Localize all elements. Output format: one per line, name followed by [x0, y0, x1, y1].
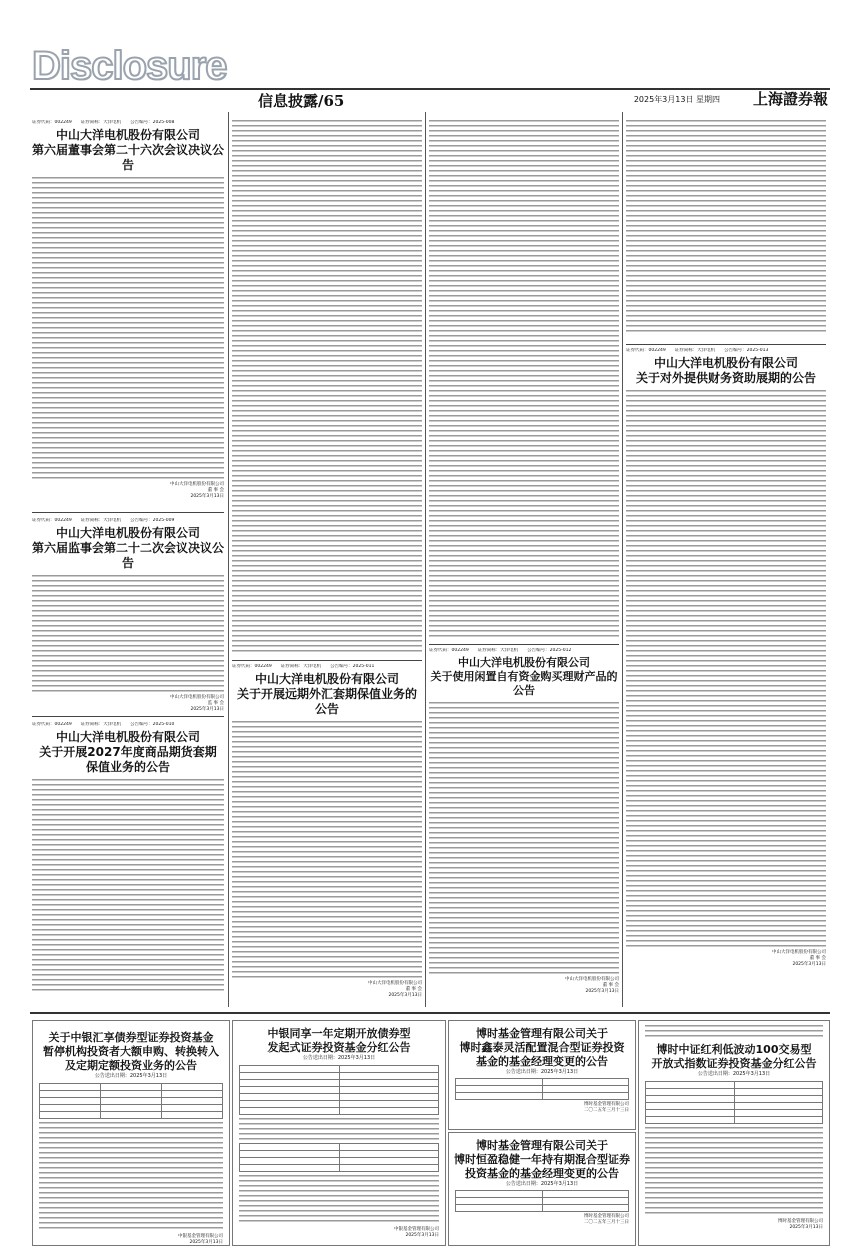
title-line: 基金的基金经理变更的公告 — [476, 1055, 608, 1068]
article-body — [32, 575, 224, 695]
article-body — [239, 1118, 439, 1140]
title-line: 中山大洋电机股份有限公司 — [55, 128, 200, 142]
stock-code-line: 证券代码：002249 证券简称：大洋电机 公告编号：2025-010 — [32, 722, 175, 727]
signature-company: 中山大洋电机股份有限公司 — [368, 981, 422, 986]
issue-date: 2025年3月13日 星期四 — [633, 95, 720, 104]
article-title — [32, 128, 224, 173]
article-title — [232, 672, 422, 717]
signature-company: 中山大洋电机股份有限公司 — [565, 977, 619, 982]
signature-date: 2025年3月13日 — [792, 962, 826, 967]
article-title — [33, 1031, 229, 1073]
title-line: 中银同享一年定期开放债券型 — [267, 1027, 411, 1040]
masthead — [30, 40, 830, 110]
article-title — [449, 1139, 635, 1181]
signature-date: 2025年3月13日 — [189, 1240, 223, 1245]
dividend-table — [645, 1081, 823, 1124]
title-line: 暂停机构投资者大额申购、转换转入 — [43, 1045, 219, 1058]
stock-code-line: 证券代码：002249 证券简称：大洋电机 公告编号：2025-013 — [626, 348, 769, 353]
signature-date: 二〇二五年三月十三日 — [584, 1108, 629, 1113]
signature-company: 博时基金管理有限公司 — [778, 1219, 823, 1224]
notice-bosera-xintai — [448, 1020, 636, 1130]
title-line: 关于使用闲置自有资金购买理财产品的公告 — [430, 670, 618, 697]
column-divider — [622, 112, 623, 1007]
signature-date: 2025年3月13日 — [789, 1225, 823, 1230]
signature — [233, 1227, 439, 1239]
notice-bocim-tong-xiang — [232, 1020, 446, 1246]
article-title — [449, 1027, 635, 1069]
article-body — [626, 120, 826, 335]
section-title: 信息披露/65 — [258, 92, 345, 110]
title-line: 中山大洋电机股份有限公司 — [254, 672, 399, 686]
signature-company: 博时基金管理有限公司 — [584, 1214, 629, 1219]
title-line: 博时中证红利低波动100交易型 — [656, 1043, 812, 1056]
column-divider — [425, 112, 426, 1007]
signature — [32, 482, 224, 500]
article-title — [626, 356, 826, 386]
signature — [449, 1102, 629, 1114]
distribution-table — [239, 1143, 439, 1172]
article-continuation — [232, 120, 422, 655]
title-line: 关于对外提供财务资助展期的公告 — [635, 371, 816, 385]
article-title — [32, 526, 224, 571]
signature-company: 博时基金管理有限公司 — [584, 1102, 629, 1107]
article-title — [429, 656, 619, 698]
title-line: 博时鑫泰灵活配置混合型证券投资 — [459, 1041, 625, 1054]
article-supervisory-resolution — [32, 518, 224, 714]
title-line: 及定期定额投资业务的公告 — [65, 1059, 197, 1072]
article-body — [429, 702, 619, 977]
article-title — [32, 730, 224, 775]
column-divider — [228, 112, 229, 1007]
article-body — [645, 1025, 823, 1039]
article-body — [32, 779, 224, 994]
article-body — [645, 1127, 823, 1217]
article-commodity-hedging — [32, 722, 224, 1007]
article-title — [639, 1043, 829, 1071]
manager-table — [455, 1190, 629, 1212]
brand-logo: Disclosure — [32, 44, 227, 88]
notice-date: 公告送出日期：2025年3月13日 — [505, 1181, 579, 1187]
article-body — [32, 177, 224, 482]
title-line: 开放式指数证券投资基金分红公告 — [651, 1057, 817, 1070]
title-line: 发起式证券投资基金分红公告 — [267, 1041, 411, 1054]
title-line: 保值业务的公告 — [85, 760, 170, 774]
fund-info-table — [39, 1083, 223, 1119]
article-financial-aid — [626, 344, 826, 1007]
signature-date: 2025年3月13日 — [388, 993, 422, 998]
article-title — [233, 1027, 445, 1055]
article-continuation — [626, 120, 826, 340]
notice-date: 公告送出日期：2025年3月13日 — [505, 1069, 579, 1075]
signature-board: 董 事 会 — [602, 983, 619, 988]
signature-date: 2025年3月13日 — [405, 1233, 439, 1238]
article-body — [429, 120, 619, 640]
notice-date: 公告送出日期：2025年3月13日 — [94, 1073, 168, 1079]
signature-company: 中山大洋电机股份有限公司 — [772, 950, 826, 955]
title-line: 博时基金管理有限公司关于 — [476, 1027, 608, 1040]
signature-board: 董 事 会 — [809, 956, 826, 961]
title-line: 第六届董事会第二十六次会议决议公告 — [32, 143, 224, 172]
signature — [232, 981, 422, 999]
title-line: 博时恒盈稳健一年持有期混合型证券 — [454, 1153, 630, 1166]
signature-company: 中银基金管理有限公司 — [394, 1227, 439, 1232]
article-board-resolution — [32, 120, 224, 510]
title-line: 投资基金的基金经理变更的公告 — [465, 1167, 619, 1180]
article-divider — [32, 716, 224, 717]
article-body — [232, 120, 422, 655]
signature-date: 2025年3月13日 — [585, 989, 619, 994]
signature — [449, 1214, 629, 1226]
title-line: 中山大洋电机股份有限公司 — [55, 730, 200, 744]
title-line: 中山大洋电机股份有限公司 — [653, 356, 798, 370]
article-divider — [429, 644, 619, 645]
notice-date: 公告送出日期：2025年3月13日 — [697, 1071, 771, 1077]
article-divider — [626, 344, 826, 345]
notice-bocim-hui-xiang — [32, 1020, 230, 1246]
title-line: 关于开展远期外汇套期保值业务的公告 — [236, 687, 417, 716]
signature-date: 2025年3月13日 — [190, 707, 224, 712]
signature — [32, 695, 224, 713]
dividend-table — [239, 1065, 439, 1115]
signature-company: 中山大洋电机股份有限公司 — [170, 695, 224, 700]
signature — [639, 1219, 823, 1231]
title-line: 第六届监事会第二十二次会议决议公告 — [32, 541, 224, 570]
title-line: 博时基金管理有限公司关于 — [476, 1139, 608, 1152]
notice-date: 公告送出日期：2025年3月13日 — [302, 1055, 376, 1061]
article-body — [232, 721, 422, 981]
title-line: 中山大洋电机股份有限公司 — [55, 526, 200, 540]
stock-code-line: 证券代码：002249 证券简称：大洋电机 公告编号：2025-012 — [429, 648, 572, 653]
signature — [33, 1234, 223, 1246]
signature-date: 二〇二五年三月十三日 — [584, 1220, 629, 1225]
stock-code-line: 证券代码：002249 证券简称：大洋电机 公告编号：2025-011 — [232, 664, 375, 669]
newspaper-name: 上海證券報 — [752, 90, 828, 108]
manager-table — [455, 1078, 629, 1100]
article-body — [626, 390, 826, 950]
article-idle-funds — [429, 644, 619, 1007]
title-line: 关于开展2027年度商品期货套期 — [39, 745, 217, 759]
article-body — [239, 1175, 439, 1225]
title-line: 关于中银汇享债券型证券投资基金 — [48, 1031, 214, 1044]
title-line: 中山大洋电机股份有限公司 — [458, 656, 590, 669]
signature — [626, 950, 826, 968]
stock-code-line: 证券代码：002249 证券简称：大洋电机 公告编号：2025-009 — [32, 518, 175, 523]
signature-date: 2025年3月13日 — [190, 494, 224, 499]
signature-board: 董 事 会 — [207, 488, 224, 493]
signature-company: 中银基金管理有限公司 — [178, 1234, 223, 1239]
article-body — [39, 1122, 223, 1232]
notice-bosera-dividend-etf — [638, 1020, 830, 1246]
notice-bosera-hengying — [448, 1132, 636, 1246]
signature-board: 董 事 会 — [405, 987, 422, 992]
article-fx-hedging — [232, 660, 422, 1007]
signature-company: 中山大洋电机股份有限公司 — [170, 482, 224, 487]
article-divider — [32, 512, 224, 513]
article-divider — [232, 660, 422, 661]
region-divider — [30, 1012, 830, 1014]
signature-board: 监 事 会 — [207, 701, 224, 706]
stock-code-line: 证券代码：002249 证券简称：大洋电机 公告编号：2025-008 — [32, 120, 175, 125]
signature — [429, 977, 619, 995]
article-continuation — [429, 120, 619, 640]
